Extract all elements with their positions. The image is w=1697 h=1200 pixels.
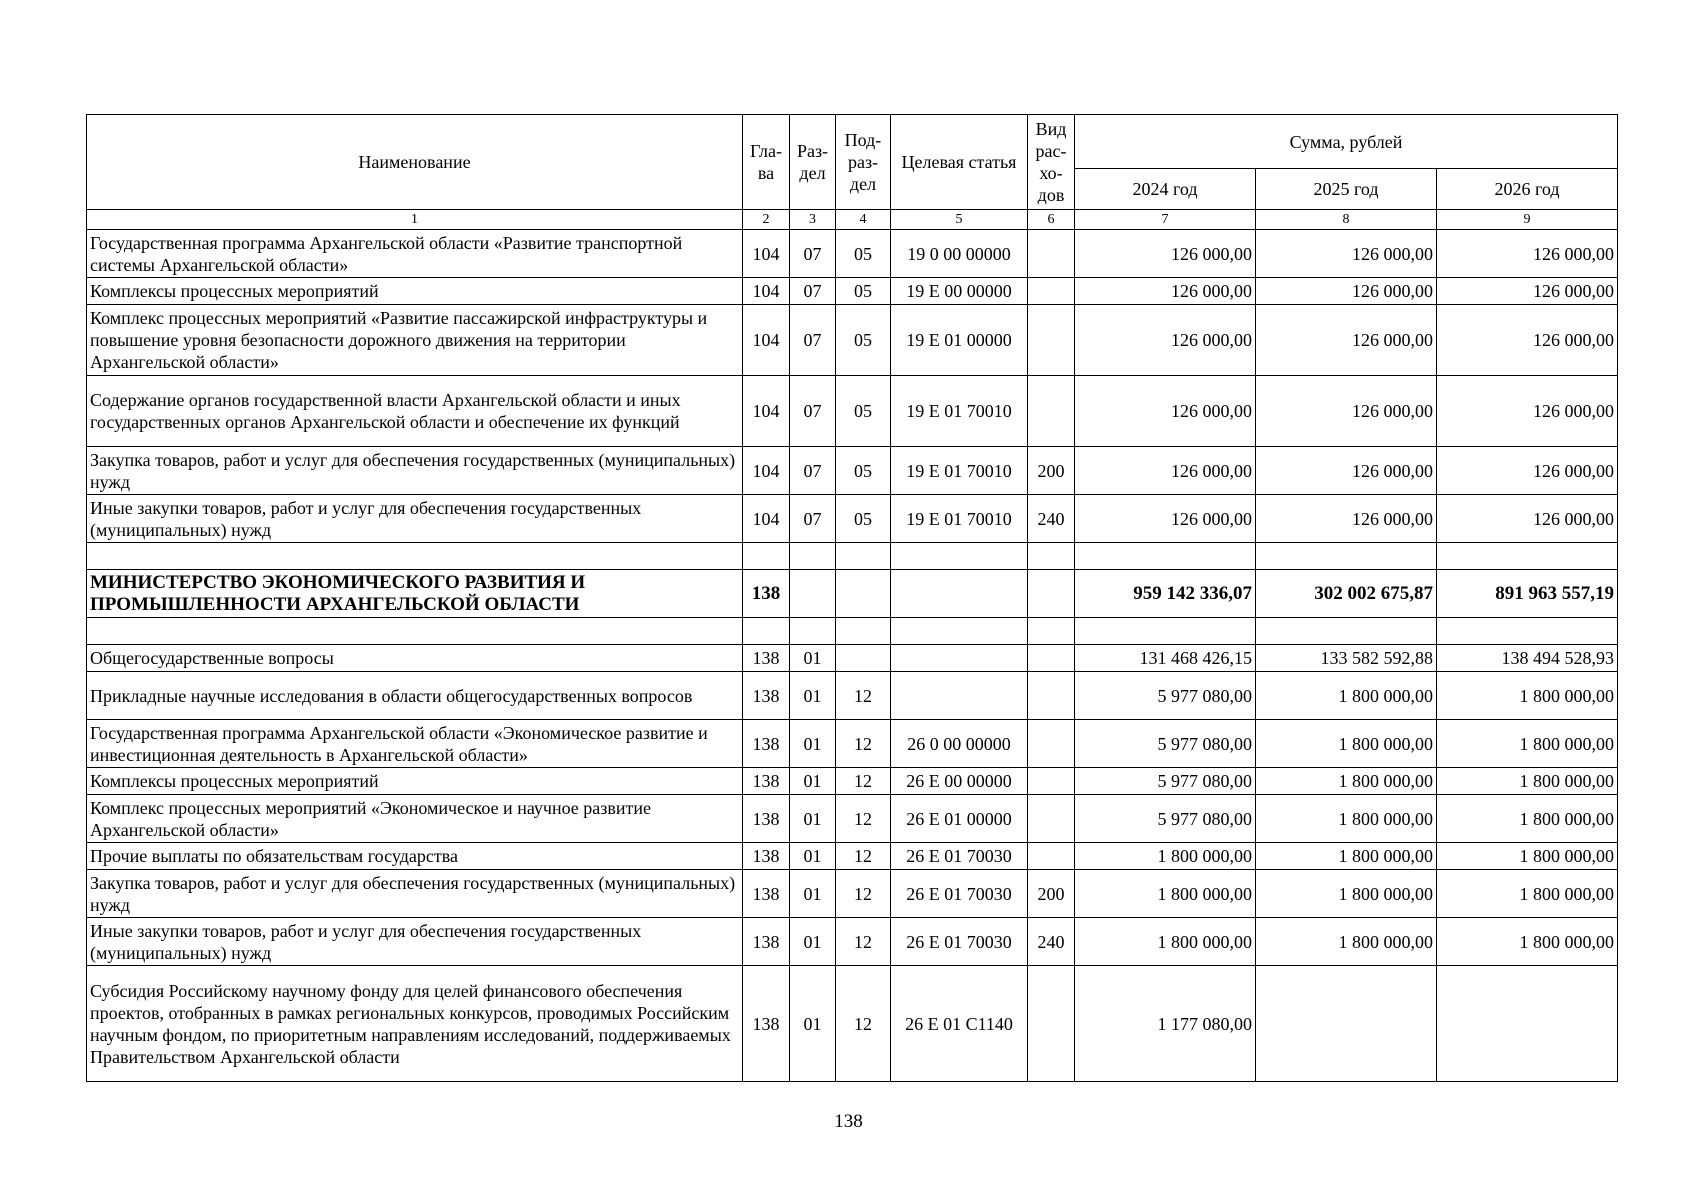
table-cell-2024: 5 977 080,00: [1075, 720, 1256, 768]
header-year-2026: 2026 год: [1437, 169, 1618, 210]
table-cell-celevaya-statya: 19 0 00 00000: [891, 230, 1028, 278]
table-cell-razdel: 07: [790, 447, 836, 495]
column-number: 9: [1437, 210, 1618, 230]
header-year-2025: 2025 год: [1256, 169, 1437, 210]
table-cell-2024: 126 000,00: [1075, 447, 1256, 495]
table-cell-name: Комплексы процессных мероприятий: [87, 278, 743, 305]
table-cell-name: Комплексы процессных мероприятий: [87, 768, 743, 795]
table-row: [87, 672, 1618, 720]
table-cell-name: Комплекс процессных мероприятий «Экономическое и научное развитие Архангельской области»: [87, 795, 743, 843]
table-cell-name: МИНИСТЕРСТВО ЭКОНОМИЧЕСКОГО РАЗВИТИЯ И ПРОМЫШЛЕННОСТИ АРХАНГЕЛЬСКОЙ ОБЛАСТИ: [87, 570, 743, 618]
table-cell-glava: 138: [743, 843, 790, 870]
table-cell-2026: 126 000,00: [1437, 495, 1618, 543]
table-cell-podrazdel: [836, 543, 891, 570]
table-cell-celevaya-statya: [891, 570, 1028, 618]
table-cell-celevaya-statya: 26 Е 01 70030: [891, 843, 1028, 870]
header-podrazdel: Под-раз-дел: [836, 115, 891, 210]
table-cell-2025: 1 800 000,00: [1256, 843, 1437, 870]
table-cell-glava: 138: [743, 795, 790, 843]
table-cell-razdel: 01: [790, 645, 836, 672]
table-cell-razdel: 01: [790, 672, 836, 720]
table-cell-vid-rashodov: [1028, 305, 1075, 376]
table-cell-glava: 104: [743, 447, 790, 495]
table-row: [87, 543, 1618, 570]
table-cell-podrazdel: 12: [836, 768, 891, 795]
table-cell-razdel: 01: [790, 843, 836, 870]
table-cell-podrazdel: 12: [836, 795, 891, 843]
table-cell-2026: 126 000,00: [1437, 230, 1618, 278]
table-cell-vid-rashodov: [1028, 720, 1075, 768]
table-cell-2026: 1 800 000,00: [1437, 870, 1618, 918]
table-cell-2025: [1256, 966, 1437, 1082]
table-cell-glava: 104: [743, 230, 790, 278]
column-numbers-row: [87, 210, 1618, 230]
table-cell-2025: 1 800 000,00: [1256, 918, 1437, 966]
table-cell-name: Субсидия Российскому научному фонду для целей финансового обеспечения проектов, отобранных в рамках региональных конкурсов, проводимых Российским научным фондом, по приоритетным направлениям исследований, поддерживаемых Правительством Архангельской области: [87, 966, 743, 1082]
table-cell-2024: 5 977 080,00: [1075, 672, 1256, 720]
table-cell-name: Содержание органов государственной власти Архангельской области и иных государственных органов Архангельской области и обеспечение их функций: [87, 376, 743, 447]
table-cell-podrazdel: 05: [836, 376, 891, 447]
table-cell-celevaya-statya: 19 Е 00 00000: [891, 278, 1028, 305]
budget-table: [86, 114, 1618, 1082]
table-cell-vid-rashodov: [1028, 795, 1075, 843]
column-number: 5: [891, 210, 1028, 230]
column-number: 7: [1075, 210, 1256, 230]
table-cell-name: Общегосударственные вопросы: [87, 645, 743, 672]
table-cell-celevaya-statya: 26 Е 01 00000: [891, 795, 1028, 843]
header-celevaya-statya: Целевая статья: [891, 115, 1028, 210]
table-row: [87, 278, 1618, 305]
table-cell-celevaya-statya: 19 Е 01 70010: [891, 447, 1028, 495]
table-cell-podrazdel: [836, 645, 891, 672]
table-cell-vid-rashodov: [1028, 768, 1075, 795]
table-cell-2025: 1 800 000,00: [1256, 720, 1437, 768]
table-cell-podrazdel: 05: [836, 495, 891, 543]
table-cell-vid-rashodov: [1028, 618, 1075, 645]
table-cell-vid-rashodov: [1028, 672, 1075, 720]
table-cell-glava: 104: [743, 495, 790, 543]
table-cell-2026: 1 800 000,00: [1437, 795, 1618, 843]
table-cell-celevaya-statya: 19 Е 01 00000: [891, 305, 1028, 376]
table-cell-2025: 126 000,00: [1256, 278, 1437, 305]
table-cell-razdel: [790, 618, 836, 645]
table-cell-podrazdel: 12: [836, 843, 891, 870]
table-cell-2026: 126 000,00: [1437, 278, 1618, 305]
table-cell-razdel: 01: [790, 918, 836, 966]
table-row: [87, 305, 1618, 376]
table-row: [87, 795, 1618, 843]
table-cell-2024: 126 000,00: [1075, 376, 1256, 447]
table-cell-podrazdel: 12: [836, 918, 891, 966]
table-cell-2026: 138 494 528,93: [1437, 645, 1618, 672]
header-name: Наименование: [87, 115, 743, 210]
table-cell-2025: 126 000,00: [1256, 305, 1437, 376]
table-cell-2026: 1 800 000,00: [1437, 768, 1618, 795]
table-cell-name: Комплекс процессных мероприятий «Развитие пассажирской инфраструктуры и повышение уровня безопасности дорожного движения на территории Архангельской области»: [87, 305, 743, 376]
table-cell-2026: [1437, 966, 1618, 1082]
table-cell-vid-rashodov: [1028, 230, 1075, 278]
table-row: [87, 230, 1618, 278]
table-cell-2024: 1 177 080,00: [1075, 966, 1256, 1082]
table-cell-vid-rashodov: 240: [1028, 495, 1075, 543]
table-row: [87, 618, 1618, 645]
table-cell-podrazdel: 12: [836, 966, 891, 1082]
table-cell-glava: 104: [743, 278, 790, 305]
table-cell-celevaya-statya: [891, 618, 1028, 645]
table-cell-razdel: 07: [790, 376, 836, 447]
table-cell-podrazdel: [836, 570, 891, 618]
table-cell-podrazdel: 05: [836, 447, 891, 495]
table-cell-vid-rashodov: 200: [1028, 870, 1075, 918]
table-cell-vid-rashodov: [1028, 376, 1075, 447]
table-cell-2024: 126 000,00: [1075, 495, 1256, 543]
table-cell-2026: 126 000,00: [1437, 376, 1618, 447]
column-number: 1: [87, 210, 743, 230]
column-number: 8: [1256, 210, 1437, 230]
table-cell-name: Иные закупки товаров, работ и услуг для обеспечения государственных (муниципальных) нужд: [87, 918, 743, 966]
table-cell-2026: 126 000,00: [1437, 305, 1618, 376]
table-row: [87, 570, 1618, 618]
table-cell-celevaya-statya: 26 Е 01 70030: [891, 870, 1028, 918]
table-cell-glava: 138: [743, 720, 790, 768]
table-row: [87, 768, 1618, 795]
table-cell-2025: [1256, 543, 1437, 570]
table-cell-glava: 138: [743, 918, 790, 966]
table-cell-2026: 891 963 557,19: [1437, 570, 1618, 618]
table-cell-2026: [1437, 618, 1618, 645]
table-cell-razdel: 01: [790, 768, 836, 795]
table-cell-razdel: 01: [790, 870, 836, 918]
table-cell-2024: 959 142 336,07: [1075, 570, 1256, 618]
table-cell-2025: 1 800 000,00: [1256, 870, 1437, 918]
table-cell-2026: 1 800 000,00: [1437, 843, 1618, 870]
table-cell-2025: 126 000,00: [1256, 376, 1437, 447]
table-cell-2024: 126 000,00: [1075, 230, 1256, 278]
header-vid-rashodov: Вид рас-хо-дов: [1028, 115, 1075, 210]
table-cell-2024: 126 000,00: [1075, 278, 1256, 305]
table-cell-razdel: 01: [790, 720, 836, 768]
table-cell-2025: 1 800 000,00: [1256, 768, 1437, 795]
table-cell-podrazdel: 05: [836, 230, 891, 278]
table-cell-celevaya-statya: 26 Е 00 00000: [891, 768, 1028, 795]
table-cell-razdel: 07: [790, 495, 836, 543]
header-glava: Гла-ва: [743, 115, 790, 210]
table-cell-2024: [1075, 618, 1256, 645]
table-row: [87, 645, 1618, 672]
table-cell-2024: 131 468 426,15: [1075, 645, 1256, 672]
table-row: [87, 843, 1618, 870]
header-year-2024: 2024 год: [1075, 169, 1256, 210]
header-razdel: Раз-дел: [790, 115, 836, 210]
table-cell-2024: 1 800 000,00: [1075, 918, 1256, 966]
table-cell-2025: 133 582 592,88: [1256, 645, 1437, 672]
table-cell-glava: 104: [743, 376, 790, 447]
table-cell-glava: 138: [743, 870, 790, 918]
table-cell-2024: 1 800 000,00: [1075, 870, 1256, 918]
table-cell-vid-rashodov: [1028, 543, 1075, 570]
table-cell-celevaya-statya: [891, 645, 1028, 672]
header-summa: Сумма, рублей: [1075, 115, 1618, 169]
table-cell-2026: 126 000,00: [1437, 447, 1618, 495]
table-cell-celevaya-statya: 19 Е 01 70010: [891, 495, 1028, 543]
table-cell-razdel: [790, 570, 836, 618]
table-cell-glava: 138: [743, 570, 790, 618]
table-row: [87, 720, 1618, 768]
table-cell-2025: 126 000,00: [1256, 495, 1437, 543]
table-cell-2024: 126 000,00: [1075, 305, 1256, 376]
table-cell-podrazdel: 12: [836, 672, 891, 720]
column-number: 4: [836, 210, 891, 230]
table-cell-name: Прочие выплаты по обязательствам государства: [87, 843, 743, 870]
table-cell-glava: [743, 543, 790, 570]
table-cell-celevaya-statya: 26 Е 01 70030: [891, 918, 1028, 966]
table-cell-name: Прикладные научные исследования в области общегосударственных вопросов: [87, 672, 743, 720]
column-number: 6: [1028, 210, 1075, 230]
table-cell-glava: 138: [743, 672, 790, 720]
table-cell-celevaya-statya: 26 Е 01 С1140: [891, 966, 1028, 1082]
table-row: [87, 966, 1618, 1082]
table-cell-2025: 126 000,00: [1256, 230, 1437, 278]
table-cell-glava: [743, 618, 790, 645]
table-body: [87, 230, 1618, 1082]
table-cell-2025: 126 000,00: [1256, 447, 1437, 495]
table-row: [87, 447, 1618, 495]
table-cell-name: Государственная программа Архангельской области «Развитие транспортной системы Архангельской области»: [87, 230, 743, 278]
table-row: [87, 495, 1618, 543]
table-cell-2024: 5 977 080,00: [1075, 795, 1256, 843]
table-cell-celevaya-statya: [891, 672, 1028, 720]
table-cell-2026: 1 800 000,00: [1437, 720, 1618, 768]
table-cell-vid-rashodov: [1028, 645, 1075, 672]
table-cell-celevaya-statya: [891, 543, 1028, 570]
table-cell-glava: 104: [743, 305, 790, 376]
table-cell-celevaya-statya: 19 Е 01 70010: [891, 376, 1028, 447]
table-cell-razdel: [790, 543, 836, 570]
table-cell-razdel: 01: [790, 795, 836, 843]
table-cell-2026: [1437, 543, 1618, 570]
table-cell-vid-rashodov: [1028, 843, 1075, 870]
table-row: [87, 870, 1618, 918]
table-cell-2024: 5 977 080,00: [1075, 768, 1256, 795]
table-cell-2026: 1 800 000,00: [1437, 918, 1618, 966]
table-cell-2025: [1256, 618, 1437, 645]
table-cell-vid-rashodov: 200: [1028, 447, 1075, 495]
table-cell-name: Иные закупки товаров, работ и услуг для обеспечения государственных (муниципальных) нужд: [87, 495, 743, 543]
table-row: [87, 376, 1618, 447]
table-cell-podrazdel: 05: [836, 305, 891, 376]
table-cell-name: [87, 618, 743, 645]
table-cell-name: [87, 543, 743, 570]
table-cell-razdel: 07: [790, 230, 836, 278]
table-cell-glava: 138: [743, 966, 790, 1082]
table-cell-name: Государственная программа Архангельской области «Экономическое развитие и инвестиционная деятельность в Архангельской области»: [87, 720, 743, 768]
table-cell-2025: 1 800 000,00: [1256, 672, 1437, 720]
page-number: 138: [834, 1111, 863, 1132]
table-cell-2026: 1 800 000,00: [1437, 672, 1618, 720]
table-cell-podrazdel: [836, 618, 891, 645]
table-cell-razdel: 07: [790, 305, 836, 376]
table-cell-2025: 1 800 000,00: [1256, 795, 1437, 843]
table-cell-vid-rashodov: [1028, 570, 1075, 618]
table-cell-2024: [1075, 543, 1256, 570]
table-cell-name: Закупка товаров, работ и услуг для обеспечения государственных (муниципальных) нужд: [87, 447, 743, 495]
table-row: [87, 918, 1618, 966]
column-number: 3: [790, 210, 836, 230]
table-cell-podrazdel: 12: [836, 870, 891, 918]
table-cell-razdel: 01: [790, 966, 836, 1082]
table-cell-celevaya-statya: 26 0 00 00000: [891, 720, 1028, 768]
table-cell-vid-rashodov: [1028, 278, 1075, 305]
table-cell-podrazdel: 05: [836, 278, 891, 305]
table-cell-vid-rashodov: 240: [1028, 918, 1075, 966]
table-cell-razdel: 07: [790, 278, 836, 305]
table-cell-glava: 138: [743, 645, 790, 672]
table-cell-2025: 302 002 675,87: [1256, 570, 1437, 618]
table-cell-name: Закупка товаров, работ и услуг для обеспечения государственных (муниципальных) нужд: [87, 870, 743, 918]
table-cell-podrazdel: 12: [836, 720, 891, 768]
table-cell-2024: 1 800 000,00: [1075, 843, 1256, 870]
table-cell-vid-rashodov: [1028, 966, 1075, 1082]
column-number: 2: [743, 210, 790, 230]
table-cell-glava: 138: [743, 768, 790, 795]
